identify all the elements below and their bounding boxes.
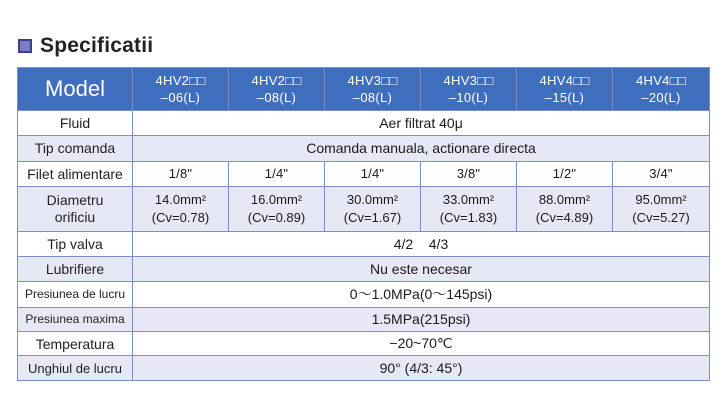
- table-row: [18, 281, 710, 307]
- orifice-cv: (Cv=0.89): [247, 210, 306, 226]
- row-label: Lubrifiere: [18, 257, 133, 281]
- section-header: [18, 34, 153, 58]
- orifice-cell: [325, 187, 421, 232]
- thread-cell: 1/2": [517, 161, 613, 187]
- orifice-cv: (Cv=1.67): [343, 210, 402, 226]
- orifice-cv: (Cv=0.78): [151, 210, 210, 226]
- row-label: Unghiul de lucru: [18, 356, 133, 381]
- thread-cell: 1/4": [325, 161, 421, 187]
- row-label: Tip comanda: [18, 136, 133, 162]
- row-label-line: Diametru: [46, 192, 104, 209]
- row-label: Temperatura: [18, 331, 133, 355]
- model-code: 4HV4□□: [539, 72, 590, 88]
- row-label: Presiunea de lucru: [18, 281, 133, 307]
- model-column-header: [613, 68, 710, 111]
- model-suffix: –10(L): [448, 89, 489, 105]
- model-code: 4HV3□□: [347, 72, 398, 88]
- orifice-cv: (Cv=4.89): [535, 210, 594, 226]
- page-title: Specificatii: [40, 34, 154, 57]
- header-row: [18, 68, 710, 111]
- orifice-area: 88.0mm²: [538, 192, 591, 208]
- model-suffix: –15(L): [544, 89, 585, 105]
- row-value: Aer filtrat 40μ: [133, 110, 710, 136]
- model-column-header: [133, 68, 229, 111]
- row-label: Presiunea maxima: [18, 307, 133, 331]
- row-label: [18, 187, 133, 232]
- thread-cell: 3/8": [421, 161, 517, 187]
- model-header: Model: [18, 68, 133, 111]
- orifice-area: 95.0mm²: [635, 192, 687, 208]
- orifice-cell: [421, 187, 517, 232]
- row-value: 0～1.0MPa(0～145psi): [133, 281, 710, 307]
- row-label: Filet alimentare: [18, 161, 133, 187]
- row-value: Nu este necesar: [133, 257, 710, 281]
- orifice-cv: (Cv=5.27): [632, 210, 690, 226]
- table-row: [18, 136, 710, 162]
- model-code: 4HV2□□: [155, 72, 206, 88]
- table-row: [18, 356, 710, 381]
- thread-cell: 3/4": [613, 161, 710, 187]
- orifice-cell: [133, 187, 229, 232]
- table-row: [18, 231, 710, 257]
- row-value: −20~70℃: [133, 331, 710, 355]
- model-suffix: –06(L): [160, 89, 201, 105]
- model-column-header: [517, 68, 613, 111]
- model-code: 4HV2□□: [251, 72, 302, 88]
- table-row: [18, 331, 710, 355]
- row-value: 1.5MPa(215psi): [133, 307, 710, 331]
- row-value: 4/2 4/3: [133, 231, 710, 257]
- thread-cell: 1/4": [229, 161, 325, 187]
- orifice-area: 30.0mm²: [346, 192, 399, 208]
- orifice-cv: (Cv=1.83): [439, 210, 498, 226]
- table-row: [18, 161, 710, 187]
- model-suffix: –08(L): [256, 89, 297, 105]
- orifice-area: 33.0mm²: [442, 192, 495, 208]
- model-column-header: [325, 68, 421, 111]
- row-label-line: orificiu: [54, 209, 96, 226]
- orifice-area: 14.0mm²: [154, 192, 207, 208]
- model-suffix: –20(L): [641, 89, 681, 105]
- row-label: Fluid: [18, 110, 133, 136]
- square-bullet-icon: [18, 39, 32, 53]
- orifice-cell: [517, 187, 613, 232]
- model-column-header: [229, 68, 325, 111]
- model-suffix: –08(L): [352, 89, 393, 105]
- orifice-cell: [229, 187, 325, 232]
- thread-cell: 1/8": [133, 161, 229, 187]
- table-row: [18, 187, 710, 232]
- row-value: Comanda manuala, actionare directa: [133, 136, 710, 162]
- table-row: [18, 307, 710, 331]
- model-code: 4HV3□□: [443, 72, 494, 88]
- row-label: Tip valva: [18, 231, 133, 257]
- table-row: [18, 110, 710, 136]
- table-row: [18, 257, 710, 281]
- model-column-header: [421, 68, 517, 111]
- row-value: 90° (4/3: 45°): [133, 356, 710, 381]
- orifice-area: 16.0mm²: [250, 192, 303, 208]
- specifications-table: [17, 67, 710, 381]
- model-code: 4HV4□□: [635, 72, 687, 88]
- orifice-cell: [613, 187, 710, 232]
